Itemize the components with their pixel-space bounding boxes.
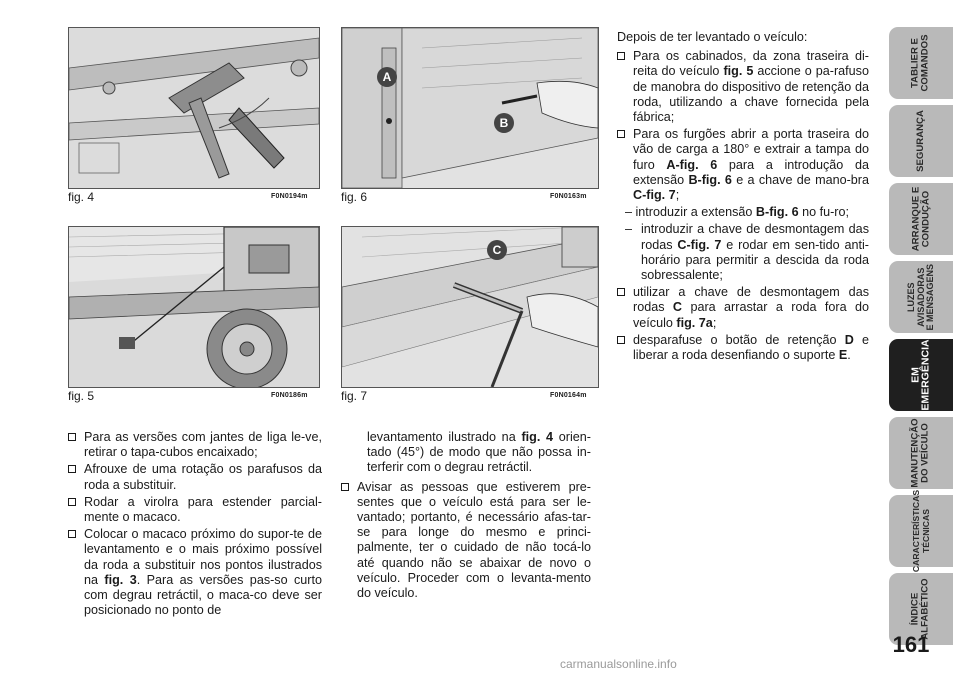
list-item-text: no fu-ro; — [798, 205, 850, 220]
figure-5-code: F0N0186m — [271, 392, 308, 399]
figure-7-code: F0N0164m — [550, 392, 587, 399]
list-item-text: ; — [675, 188, 680, 203]
checkbox-bullet-icon — [68, 530, 76, 538]
tab-label — [907, 264, 936, 331]
column-3 — [617, 30, 869, 365]
checkbox-bullet-icon — [68, 433, 76, 441]
list-item-text: Rodar a virolra para estender parcial-mente o macaco. — [84, 494, 322, 525]
tab-label-line: TÉCNICAS — [921, 509, 931, 553]
tab-label-line: EM — [910, 367, 922, 383]
list-item-text: utilizar a chave de desmontagem das rodas — [633, 285, 869, 315]
list-item-text: Para os cabinados, da zona traseira di-reita do veículo — [633, 49, 869, 79]
list-item — [617, 127, 869, 203]
tab-label-line: TABLIER E — [910, 38, 921, 88]
column-2 — [341, 430, 591, 603]
tab-tablier-e-comandos[interactable] — [889, 27, 953, 99]
list-item — [68, 430, 322, 460]
callout-a-label: A — [382, 70, 392, 84]
list-item — [617, 285, 869, 331]
list-item-text: introduzir a chave de desmontagem das rodas — [641, 222, 869, 252]
list-item-text: e rodar em sen-tido anti-horário para permitir a descida da roda sobressalente; — [641, 237, 869, 283]
column-1 — [68, 430, 322, 620]
tab-label — [916, 110, 926, 172]
tab-label-line: SEGURANÇA — [915, 110, 926, 172]
list-item-text: para arrastar a roda fora do veículo — [633, 300, 869, 330]
checkbox-bullet-icon — [341, 483, 349, 491]
tab-arranque-e-conducao[interactable] — [889, 183, 953, 255]
list-item — [68, 495, 322, 525]
list-item-text: Para os furgões abrir a porta traseira do vão de carga a 180° e extrair a tampa do furo — [633, 127, 869, 172]
figure-reference: D — [844, 332, 854, 347]
tab-manutencao-do-veiculo[interactable] — [889, 417, 953, 489]
tab-seguranca[interactable] — [889, 105, 953, 177]
list-item-text: ; — [712, 315, 717, 330]
tab-luzes-avisadoras[interactable] — [889, 261, 953, 333]
tab-label-line: EMERGÊNCIA — [920, 339, 932, 411]
figure-5-caption: fig. 5 — [68, 389, 95, 403]
checkbox-bullet-icon — [617, 52, 625, 60]
tab-label-line: COMANDOS — [920, 34, 931, 92]
checkbox-bullet-icon — [617, 130, 625, 138]
figure-reference: fig. 4 — [521, 430, 554, 444]
figure-6-image — [341, 27, 599, 189]
list-item-text: Para as versões com jantes de liga le-ve, retirar o tapa-cubos encaixado; — [84, 430, 322, 460]
tab-label — [911, 187, 931, 252]
figure-reference: E — [838, 348, 848, 363]
checkbox-bullet-icon — [617, 288, 625, 296]
tab-label-line: ALFABÉTICO — [919, 578, 931, 640]
tab-label-line: CARACTERÍSTICAS — [911, 489, 921, 573]
tab-label — [911, 34, 931, 91]
callout-c-label: C — [492, 243, 502, 257]
figure-6-caption: fig. 6 — [341, 190, 368, 204]
tab-em-emergencia[interactable] — [889, 339, 953, 411]
checkbox-bullet-icon — [68, 498, 76, 506]
tab-label-line: LUZES — [905, 282, 916, 312]
figure-5-image — [68, 226, 320, 388]
checkbox-bullet-icon — [617, 336, 625, 344]
figure-4-caption: fig. 4 — [68, 190, 95, 204]
list-item — [341, 480, 591, 602]
tab-label — [911, 418, 931, 487]
figure-reference: B-fig. 6 — [688, 172, 732, 187]
list-item-text: Avisar as pessoas que estiverem pre-sentes que o veículo está para ser le-vantado; portanto, é necessário afas-tar-se para longe do mesmo e princi-palmente, ter o cuidado de não tocá-lo até quando não se abaixar de novo o veículo. Proceder com o levanta-mento do veículo. — [357, 479, 591, 601]
figure-reference: B-fig. 6 — [755, 205, 799, 220]
callout-a — [377, 67, 397, 87]
list-item-text: para a introdução da extensão — [633, 157, 869, 187]
list-item-text: accione o pa-rafuso de manobra do dispositivo de retenção da roda, utilizando a chave fornecida pela fábrica; — [633, 64, 869, 125]
list-item-text: e liberar a roda desenfiando o suporte — [633, 332, 869, 363]
list-item — [617, 49, 869, 125]
tab-label-line: DO VEÍCULO — [920, 423, 932, 483]
sub-list-item — [617, 205, 869, 220]
watermark: carmanualsonline.info — [560, 657, 677, 671]
figure-reference: fig. 3 — [104, 572, 137, 587]
tab-label-line: ÍNDICE — [909, 592, 921, 626]
list-item-text: Colocar o macaco próximo do supor-te de levantamento e o mais próximo possível da roda a substituir nos pontos ilustrados na — [84, 527, 322, 587]
figure-reference: A-fig. 6 — [666, 157, 718, 172]
list-item-text: . — [847, 348, 851, 363]
list-item-text: – introduzir a extensão — [625, 205, 756, 220]
figure-reference: fig. 7a — [676, 315, 713, 330]
sub-list-item — [617, 222, 869, 283]
list-item — [68, 527, 322, 618]
figure-reference: C — [672, 300, 683, 315]
paragraph-text: levantamento ilustrado na — [367, 430, 522, 444]
intro-text: Depois de ter levantado o veículo: — [617, 30, 808, 44]
list-item-text: Afrouxe de uma rotação os parafusos da roda a substituir. — [84, 462, 322, 492]
paragraph — [341, 430, 591, 476]
list-item — [68, 462, 322, 492]
tab-label-line: AVISADORAS — [915, 267, 926, 327]
figure-reference: C-fig. 7 — [633, 188, 676, 203]
figure-reference: C-fig. 7 — [677, 237, 722, 252]
checkbox-bullet-icon — [68, 465, 76, 473]
tab-label — [911, 490, 931, 572]
callout-c — [487, 240, 507, 260]
paragraph-text: orien-tado (45°) de modo que não possa in-terferir com o degrau retráctil. — [367, 430, 591, 475]
tab-label-line: ARRANQUE E — [910, 186, 921, 252]
tab-label-line: E MENSAGENS — [924, 263, 935, 331]
figure-reference: fig. 5 — [723, 64, 754, 79]
figure-7-caption: fig. 7 — [341, 389, 368, 403]
tab-label-line: CONDUÇÃO — [920, 190, 931, 248]
tab-label-line: MANUTENÇÃO — [910, 418, 922, 488]
tab-label — [911, 578, 931, 639]
list-item-text: desparafuse o botão de retenção — [633, 332, 845, 347]
page-number: 161 — [892, 632, 930, 657]
figure-6-code: F0N0163m — [550, 193, 587, 200]
callout-b-label: B — [499, 116, 509, 130]
list-item-text: . Para as versões pas-so curto com degrau retráctil, o maca-co deve ser posicionado no ponto de — [84, 572, 323, 618]
dash-bullet-icon: – — [625, 222, 633, 237]
figure-4-code: F0N0194m — [271, 193, 308, 200]
callout-b — [494, 113, 514, 133]
tab-caracteristicas-tecnicas[interactable] — [889, 489, 953, 573]
tab-label — [911, 339, 931, 410]
list-item-text: e a chave de mano-bra — [731, 172, 870, 187]
list-item — [617, 333, 869, 363]
figure-4-image — [68, 27, 320, 189]
figure-7-image — [341, 226, 599, 388]
